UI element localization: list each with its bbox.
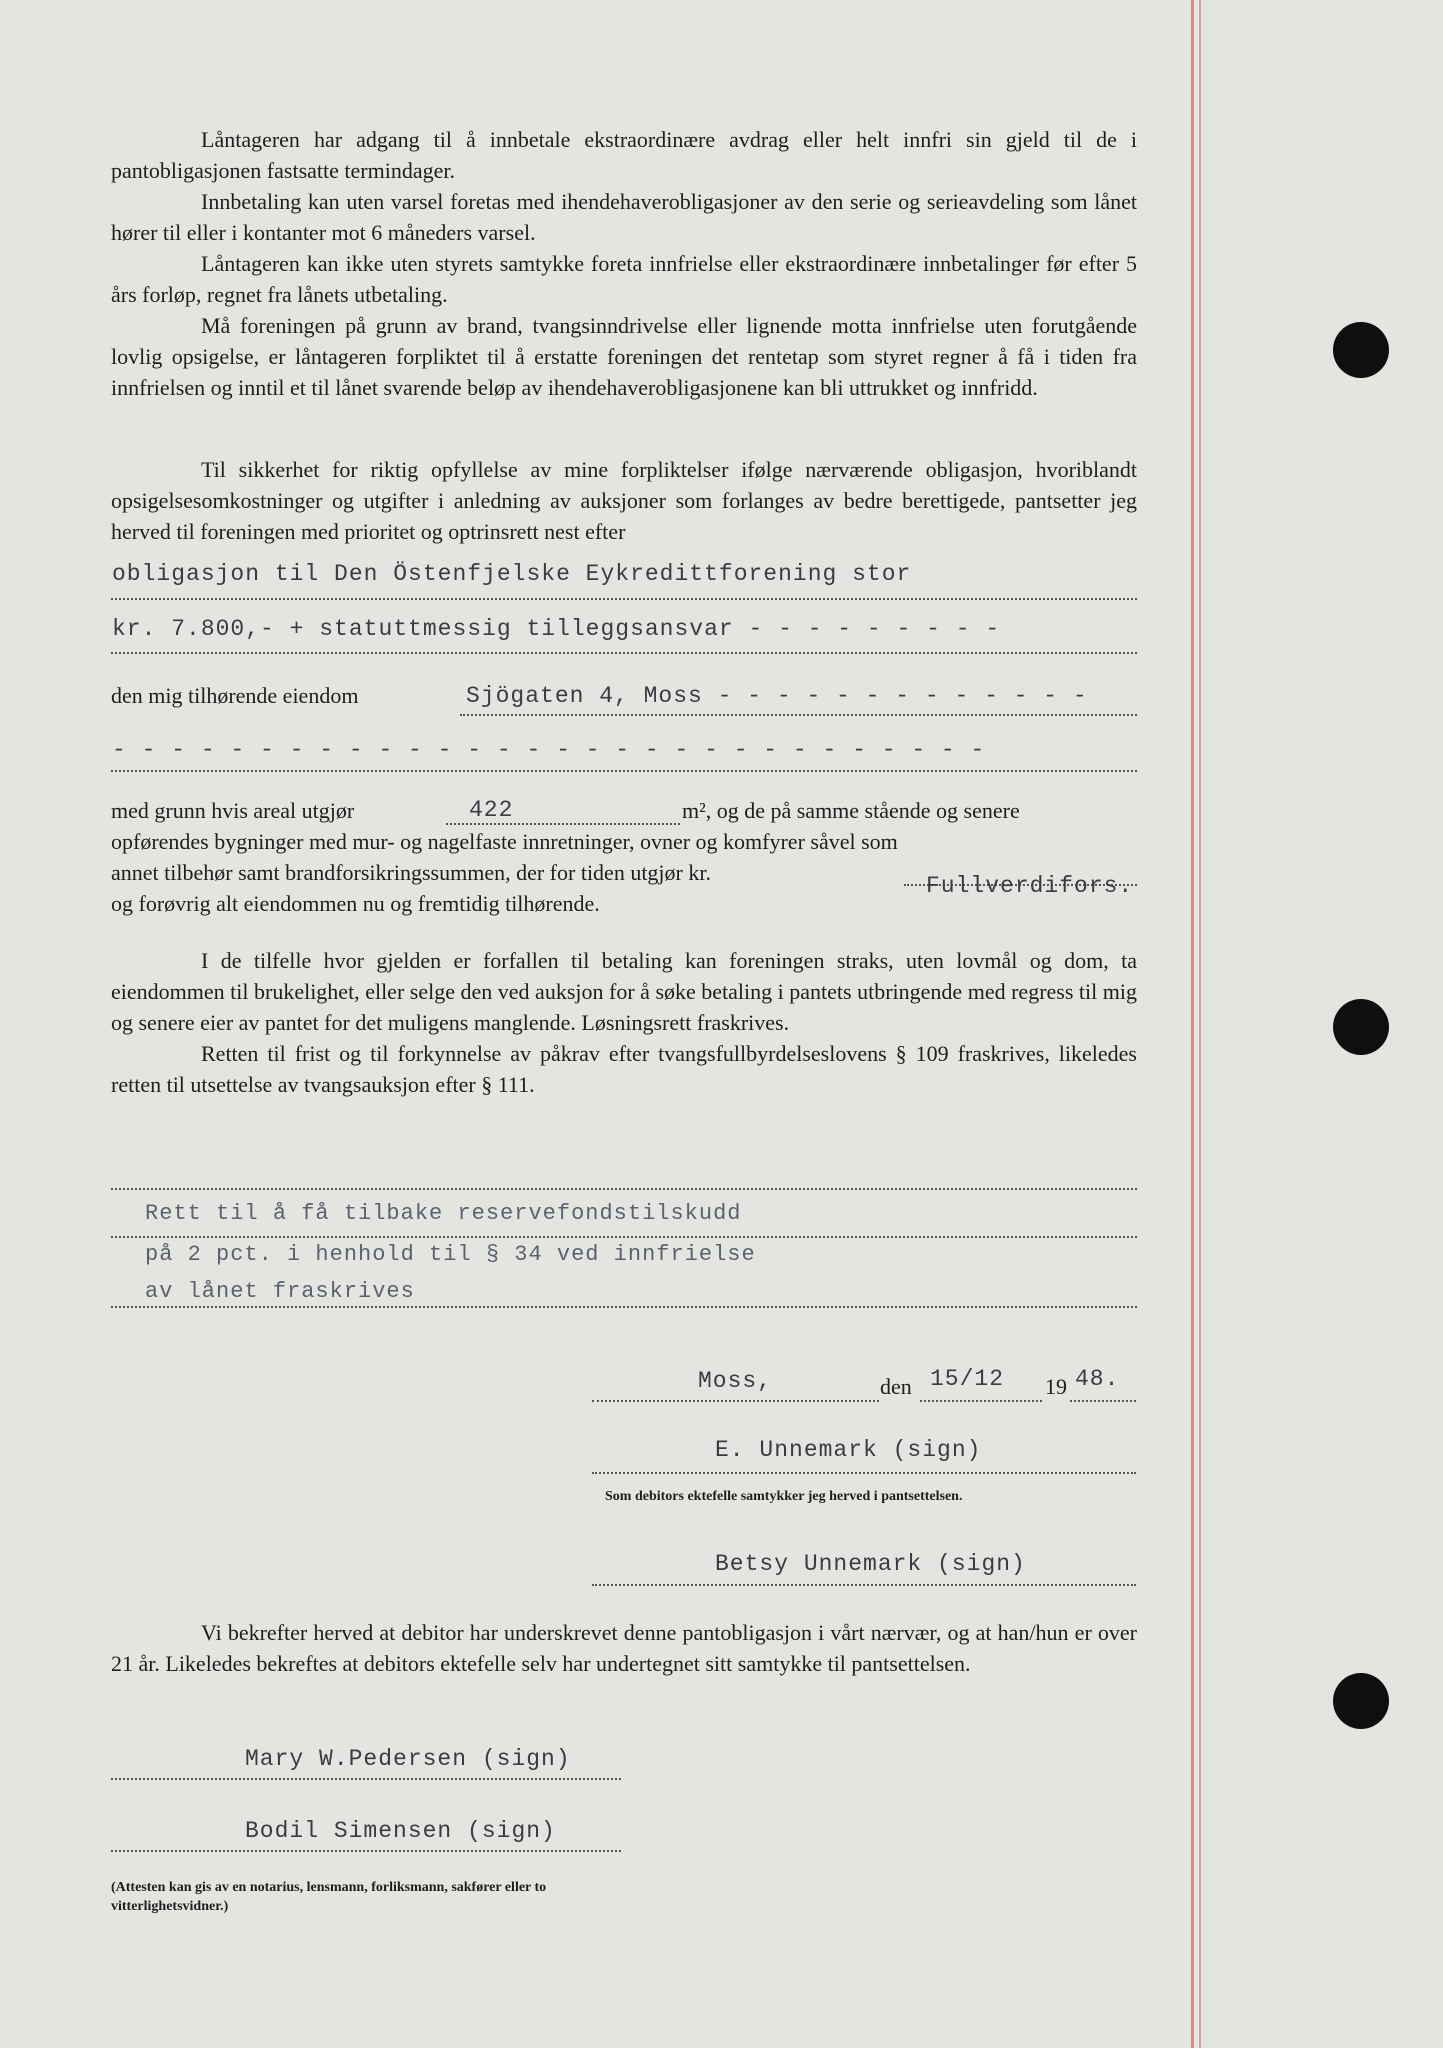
witness-signature-1: Mary W.Pedersen (sign) <box>245 1746 571 1772</box>
typed-clause-3: av lånet fraskrives <box>145 1279 415 1304</box>
typed-area: 422 <box>469 797 514 823</box>
spouse-consent-caption: Som debitors ektefelle samtykker jeg herved i pantsettelsen. <box>605 1489 963 1504</box>
typed-date: 15/12 <box>930 1366 1005 1392</box>
attestation-block <box>111 1617 1137 1679</box>
dotted-line <box>446 823 680 825</box>
paragraph-early-repayment: Låntageren har adgang til å innbetale ekstraordinære avdrag eller helt innfri sin gjeld til de i pantobligasjonen fastsatte termindager. <box>111 127 1137 183</box>
paragraph-payment-method: Innbetaling kan uten varsel foretas med ihendehaverobligasjoner av den serie og serieavdeling som lånet hører til eller i kontanter mot 6 måneders varsel. <box>111 189 1137 245</box>
punch-hole-middle <box>1333 999 1389 1055</box>
dotted-line <box>1070 1400 1136 1402</box>
typed-dashes: - - - - - - - - - - - - - - - - - - - - - - - - - - - - - - <box>112 737 986 763</box>
security-block <box>111 454 1137 547</box>
margin-line-inner <box>1199 0 1201 2048</box>
typed-clause-2: på 2 pct. i henhold til § 34 ved innfrielse <box>145 1242 756 1267</box>
signature-line <box>592 1584 1136 1586</box>
paragraph-attestation: Vi bekrefter herved at debitor har underskrevet denne pantobligasjon i vårt nærvær, og at han/hun er over 21 år. Likeledes bekreftes at debitors ektefelle selv har undertegnet sitt samtykke til pantsettelsen. <box>111 1620 1137 1676</box>
dotted-line <box>111 598 1137 600</box>
punch-hole-bottom <box>1333 1673 1389 1729</box>
signature-line <box>111 1778 621 1780</box>
attestation-footnote: (Attesten kan gis av en notarius, lensmann, forliksmann, sakfører eller to vitterlighetsvidner.) <box>111 1880 547 1914</box>
paragraph-interest-loss: Må foreningen på grunn av brand, tvangsinndrivelse eller lignende motta innfrielse uten forutgående lovlig opsigelse, er låntageren forpliktet til å erstatte foreningen det rentetap som styret regner å få i tiden fra innfrielsen og inntil et til lånet svarende beløp av ihendehaverobligasjonene kan bli uttrukket og innfridd. <box>111 313 1137 400</box>
dotted-line <box>111 1236 1137 1238</box>
dotted-line <box>111 652 1137 654</box>
witness-signature-2: Bodil Simensen (sign) <box>245 1818 556 1844</box>
property-closing-line: og forøvrig alt eiendommen nu og fremtidig tilhørende. <box>111 891 600 916</box>
dotted-line <box>111 1188 1137 1190</box>
paragraph-consent: Låntageren kan ikke uten styrets samtykke foreta innfrielse eller ekstraordinære innbetalinger før efter 5 års forløp, regnet fra lånets utbetaling. <box>111 251 1137 307</box>
typed-year: 48. <box>1075 1366 1120 1392</box>
debtor-signature: E. Unnemark (sign) <box>715 1437 982 1463</box>
typed-place: Moss, <box>698 1368 773 1394</box>
typed-priority-line-2: kr. 7.800,- + statuttmessig tilleggsansvar - - - - - - - - - <box>112 616 1001 642</box>
dotted-line <box>460 714 1137 716</box>
property-label: den mig tilhørende eiendom <box>111 683 359 708</box>
signature-line <box>592 1472 1136 1474</box>
typed-insurance: Fullverdifors. <box>926 873 1134 899</box>
signature-line <box>111 1850 621 1852</box>
typed-property: Sjögaten 4, Moss - - - - - - - - - - - - - <box>466 683 1088 709</box>
dotted-line <box>111 1306 1137 1308</box>
area-label: med grunn hvis areal utgjør <box>111 798 355 823</box>
terms-block <box>111 124 1137 403</box>
typed-clause-1: Rett til å få tilbake reservefondstilskudd <box>145 1201 742 1226</box>
insurance-line: annet tilbehør samt brandforsikringssummen, der for tiden utgjør kr. <box>111 860 711 885</box>
margin-line <box>1191 0 1194 2048</box>
century-label: 19 <box>1045 1374 1067 1399</box>
building-line: opførendes bygninger med mur- og nagelfaste innretninger, ovner og komfyrer såvel som <box>111 829 898 854</box>
area-tail: m², og de på samme stående og senere <box>682 798 1020 823</box>
punch-hole-top <box>1333 322 1389 378</box>
date-label: den <box>880 1374 912 1399</box>
spouse-signature: Betsy Unnemark (sign) <box>715 1551 1026 1577</box>
paragraph-enforcement: I de tilfelle hvor gjelden er forfallen til betaling kan foreningen straks, uten lovmål og dom, ta eiendommen til brukelighet, eller selge den ved auksjon for å søke betaling i pantets utbringende med regress til mig og senere eier av pantet for det muligens manglende. Løsningsrett fraskrives. <box>111 948 1137 1035</box>
dotted-line <box>111 770 1137 772</box>
paragraph-waiver: Retten til frist og til forkynnelse av påkrav efter tvangsfullbyrdelseslovens § 109 fraskrives, likeledes retten til utsettelse av tvangsauksjon efter § 111. <box>111 1041 1137 1097</box>
typed-priority-line-1: obligasjon til Den Östenfjelske Eykredittforening stor <box>112 561 912 587</box>
dotted-line <box>592 1400 879 1402</box>
enforcement-block <box>111 945 1137 1100</box>
paragraph-security: Til sikkerhet for riktig opfyllelse av mine forpliktelser ifølge nærværende obligasjon, hvoriblandt opsigelsesomkostninger og utgifter i anledning av auksjoner som forlanges av bedre berettigede, pantsetter jeg herved til foreningen med prioritet og optrinsrett nest efter <box>111 457 1137 544</box>
dotted-line <box>920 1400 1042 1402</box>
